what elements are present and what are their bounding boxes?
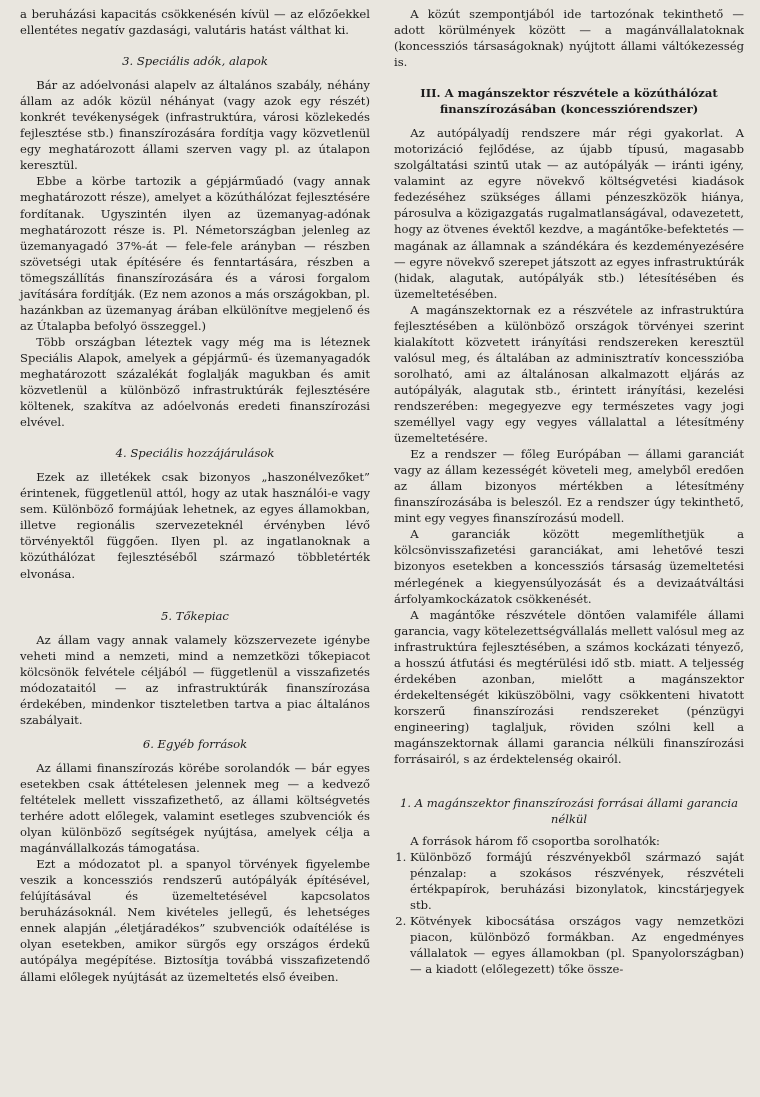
left-column bbox=[20, 6, 370, 985]
paragraph: a beruházási kapacitás csökkenésén kívül — az előzőekkel ellentétes negatív gazdasági, valutáris hatást válthat ki. bbox=[20, 7, 370, 38]
paragraph: Ezek az illetékek csak bizonyos „haszonélvezőket” érintenek, függetlenül attól, hogy az utak használói-e vagy sem. Különböző formájúak lehetnek, az egyes államokban, illetve regionális szervezeteknél érvényben lévő törvényektől függően. Ilyen pl. az ingatlanoknak a közúthálózat fejlesztéséből származó többletérték elvonása. bbox=[20, 470, 370, 581]
source-list bbox=[394, 849, 744, 977]
paragraph: Ez a rendszer — főleg Európában — állami garanciát vagy az állam kezességét követeli meg, amelyből eredően az állam bizonyos mértékben a létesítmény finanszírozásába is beleszól. Ez a rendszer úgy tekinthető, mint egy vegyes finanszírozású modell. bbox=[394, 447, 744, 526]
section-heading: 5. Tőkepiac bbox=[161, 608, 229, 623]
section-heading: 6. Egyéb források bbox=[142, 736, 248, 751]
section-heading: III. A magánszektor részvétele a közúthálózat finanszírozásában (koncessziórendszer) bbox=[420, 86, 718, 117]
paragraph: A magánszektornak ez a részvétele az infrastruktúra fejlesztésében a különböző országok törvényei szerint kialakított közvetett irányítási rendszereken keresztül valósul meg, és általában az adminisztratív koncesszióba sorolható, ami az általánosan alkalmazott eljárás az autópályák, alagutak stb., érintett irányítási, kezelési rendszerében: megegyezve egy természetes vagy jogi személlyel vagy egy vegyes vállalattal a létesítmény üzemeltetésére. bbox=[394, 302, 744, 446]
paragraph: Bár az adóelvonási alapelv az általános szabály, néhány állam az adók közül néhányat (vagy azok egy részét) konkrét tevékenységek (infrastruktúra, városi közlekedés fejlesztése stb.) finanszírozására fordítja vagy közvetlenül egy meghatározott állami szerven vagy pl. az útalapon keresztül. bbox=[20, 78, 370, 173]
paragraph: A garanciák között megemlíthetjük a kölcsönvisszafizetési garanciákat, ami lehetővé teszi bizonyos esetekben a koncessziós társaság üzemeltetési mérlegének a kiegyensúlyozását és a devizaátváltási árfolyamkockázatok csökkenését. bbox=[394, 527, 744, 606]
section-heading: 3. Speciális adók, alapok bbox=[122, 54, 268, 69]
section-heading: 4. Speciális hozzájárulások bbox=[115, 446, 275, 461]
paragraph: Az autópályadíj rendszere már régi gyakorlat. A motorizáció fejlődése, az újabb típusú, magasabb szolgáltatási szintű utak — az autópályák — iránti igény, valamint az egyre növekvő költségvetési kiadások fedezéséhez szükséges állami pénzeszközök hiánya, párosulva a közigazgatás rugalmatlanságával, odavezetett, hogy az ötvenes évektől kezdve, a magántőke-befektetés — magának az államnak a szándékára és kezdeményezésére — egyre növekvő szerepet játszott az egyes infrastruktúrák (hidak, alagutak, autópályák stb.) létesítésében és üzemeltetésében. bbox=[394, 126, 744, 301]
paragraph: A magántőke részvétele döntően valamiféle állami garancia, vagy kötelezettségvállalás mellett valósul meg az infrastruktúra fejlesztésében, a számos kockázati tényező, a hosszú átfutási és megtérülési idő stb. miatt. A teljesség érdekében azonban, mielőtt a magánszektor érdekeltenségét kiküszöbölni, vagy csökkenteni hivatott korszerű finanszírozási rendszereket (pénzügyi engineering) taglaljuk, röviden szólni kell a magánszektornak állami garancia nélküli finanszírozási forrásairól, s az érdektelenség okairól. bbox=[394, 607, 744, 767]
paragraph: Az állam vagy annak valamely közszervezete igénybe veheti mind a nemzeti, mind a nemzetközi tőkepiacot kölcsönök felvétele céljából — függetlenül a visszafizetés módozataitól — az infrastruktúrák finanszírozása érdekében, mindenkor tiszteletben tartva a piac általános szabályait. bbox=[20, 632, 370, 727]
paragraph: Ezt a módozatot pl. a spanyol törvények figyelembe veszik a koncessziós rendszerű autópályák építésével, felújításával és üzemeltetésével kapcsolatos beruházásoknál. Nem kivételes jellegű, és lehetséges ennek alapján „életjáradékos” szubvenciók odaítélése is olyan esetekben, amikor sürgős egy országos érdekű autópálya megépítése. Biztosítja továbbá visszafizetendő állami előlegek nyújtását az üzemeltetés első éveiben. bbox=[20, 857, 370, 984]
section-heading: 1. A magánszektor finanszírozási forrásai állami garancia nélkül bbox=[399, 796, 739, 827]
paragraph: A források három fő csoportba sorolhatók: bbox=[410, 834, 660, 849]
paragraph: Az állami finanszírozás körébe sorolandók — bár egyes esetekben csak áttételesen jelennek meg — a kedvező feltételek mellett visszafizethető, az állami költségvetés terhére adott előlegek, valamint esetleges szubvenciók és olyan különböző segítségek nyújtása, amelyek célja a magánvállalkozás támogatása. bbox=[20, 760, 370, 856]
list-item: 1. Különböző formájú részvényekből származó saját pénzalap: a szokásos részvények, részvételi értékpapírok, beruházási bizonylatok, kincstárjegyek stb. bbox=[410, 849, 744, 913]
list-item: 2. Kötvények kibocsátása országos vagy nemzetközi piacon, különböző formákban. Az engedményes vállalatok — egyes államokban (pl. Spanyolországban) — a kiadott (előlegezett) tőke össze- bbox=[410, 913, 744, 977]
right-column bbox=[394, 6, 744, 977]
paragraph: A közút szempontjából ide tartozónak tekinthető — adott körülmények között — a magánvállalatoknak (koncessziós társaságoknak) nyújtott állami váltókezesség is. bbox=[394, 7, 744, 70]
paragraph: Több országban léteztek vagy még ma is léteznek Speciális Alapok, amelyek a gépjármű- és üzemanyagadók meghatározott százalékát foglalják magukban és amit közvetlenül a különböző infrastruktúrák fejlesztésére költenek, szakítva az adóelvonás eredeti finanszírozási elvével. bbox=[20, 334, 370, 430]
paragraph: Ebbe a körbe tartozik a gépjárműadó (vagy annak meghatározott része), amelyet a közúthálózat fejlesztésére fordítanak. Ugyszintén ilyen az üzemanyag-adónak meghatározott része is. Pl. Németországban jelenleg az üzemanyagadó 37%-át — fele-fele arányban — részben szövetségi utak építésére és fenntartására, részben a tömegszállítás finanszírozására és a városi forgalom javítására fordítják. (Ez nem azonos a más országokban, pl. hazánkban az üzemanyag árában elkülönítve megjelenő és az Útalapba befolyó összeggel.) bbox=[20, 174, 370, 333]
